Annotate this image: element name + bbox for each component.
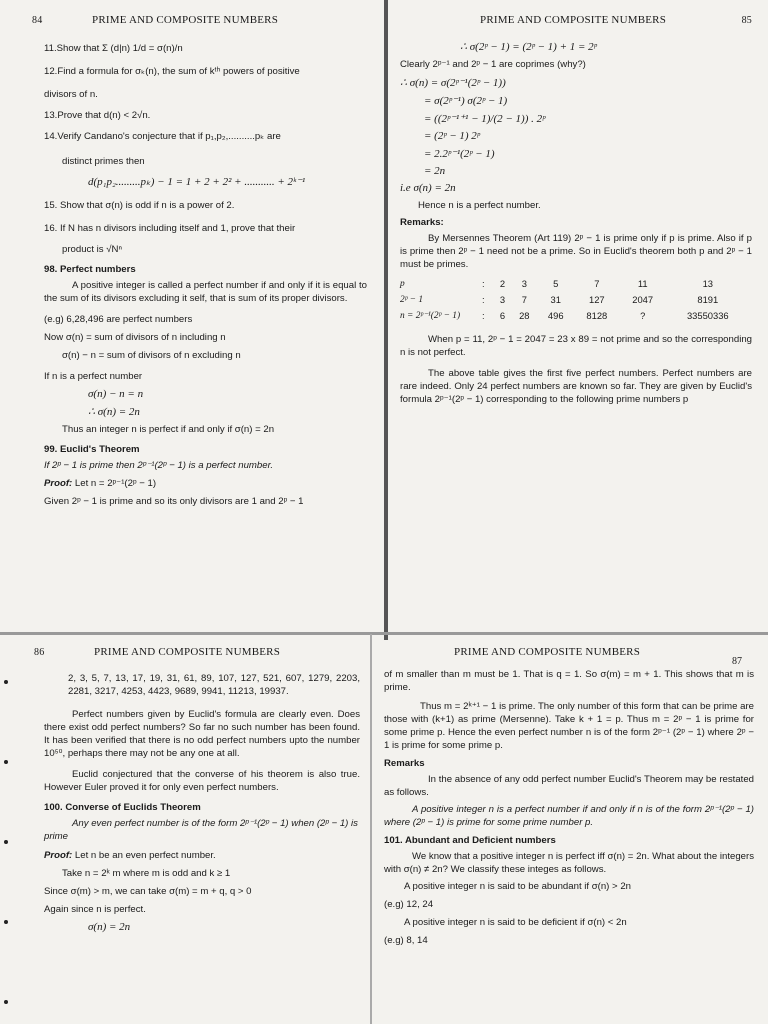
since-sigma-line: Since σ(m) > m, we can take σ(m) = m + q, q > 0 — [44, 886, 252, 897]
table-row — [400, 309, 752, 325]
table-cell: 3 — [521, 278, 527, 289]
margin-dot — [4, 680, 8, 684]
table-cell: 3 — [499, 294, 506, 305]
exercise-14-cont: distinct primes then — [62, 156, 145, 167]
sigma-excluding-line: σ(n) − n = sum of divisors of n excluding n — [62, 350, 241, 361]
table-cell: ? — [640, 310, 646, 321]
hence-perfect-line: Hence n is a perfect number. — [418, 200, 541, 211]
above-table-text: The above table gives the first five perfect numbers. Perfect numbers are rare indeed. Only 24 perfect numbers are known so far. They are given by Euclid's formula 2ᵖ⁻¹(2ᵖ − 1) corresponding to the following prime numbers p — [400, 368, 752, 405]
perfect-number-example: (e.g) 6,28,496 are perfect numbers — [44, 314, 193, 325]
table-cell: 496 — [547, 310, 564, 321]
euclid-theorem-statement: If 2ᵖ − 1 is prime then 2ᵖ⁻¹(2ᵖ − 1) is a perfect number. — [44, 460, 274, 471]
perfect-iff-line: Thus an integer n is perfect if and only if σ(n) = 2n — [62, 424, 275, 435]
table-cell: 7 — [594, 278, 600, 289]
spine-shadow — [384, 0, 388, 640]
running-title: PRIME AND COMPOSITE NUMBERS — [454, 646, 641, 658]
table-cell: 31 — [550, 294, 561, 305]
abundant-definition: A positive integer n is said to be abundant if σ(n) > 2n — [404, 881, 631, 892]
mersenne-primes-list: 2, 3, 5, 7, 13, 17, 19, 31, 61, 89, 107, 127, 521, 607, 1279, 2203, 2281, 3217, 4253, 4423, 9689, 9941, 11213, 19937. — [68, 673, 360, 697]
table-cell: 2047 — [632, 294, 654, 305]
exercise-16: 16. If N has n divisors including itself and 1, prove that their — [44, 223, 296, 234]
page-header — [34, 646, 360, 658]
table-colon: : — [482, 310, 485, 321]
if-perfect-line: If n is a perfect number — [44, 371, 143, 382]
table-colon: : — [482, 294, 485, 305]
table-row — [400, 277, 752, 293]
exercise-16-cont: product is √Nⁿ — [62, 244, 122, 255]
exercise-12-cont: divisors of n. — [44, 89, 98, 100]
running-title: PRIME AND COMPOSITE NUMBERS — [94, 646, 281, 658]
page-87 — [372, 634, 768, 1024]
table-cell: 28 — [519, 310, 530, 321]
table-cell: 5 — [553, 278, 559, 289]
page-header — [400, 14, 752, 26]
chain-step-5: = 2.2ᵖ⁻¹(2ᵖ − 1) — [424, 148, 495, 160]
perfect-equation-1: σ(n) − n = n — [88, 388, 144, 400]
exercise-15: 15. Show that σ(n) is odd if n is a power of 2. — [44, 200, 235, 211]
page-86 — [0, 634, 374, 1024]
page-number: 87 — [732, 656, 742, 667]
page-84 — [0, 0, 385, 634]
euclid-conjecture-paragraph: Euclid conjectured that the converse of his theorem is also true. However Euler proved it for only even perfect numbers. — [44, 769, 360, 793]
perfect-number-definition: A positive integer is called a perfect number if and only if it is equal to the sum of its divisors excluding it self, that is sum of its proper divisors. — [44, 280, 367, 304]
exercise-14-formula: d(p₁p₂.........pₖ) − 1 = 1 + 2 + 2² + ........... + 2ᵏ⁻¹ — [88, 176, 306, 188]
exercise-14: 14.Verify Candano's conjecture that if p₁,p₂,..........pₖ are — [44, 131, 281, 142]
margin-dot — [4, 1000, 8, 1004]
mersenne-form-text: Thus m = 2ᵏ⁺¹ − 1 is prime. The only number of this form that can be prime are those with (k+1) as prime (Mersenne). Take k + 1 = p. Thus m = 2ᵖ − 1 is prime for some prime p. Hence the even perfect number n is of the form 2ᵖ⁻¹ (2ᵖ − 1) where 2ᵖ − 1 is prime for some prime p. — [384, 701, 754, 751]
ie-line: i.e σ(n) = 2n — [400, 182, 456, 194]
when-p-11-text: When p = 11, 2ᵖ − 1 = 2047 = 23 x 89 = not prime and so the corresponding n is not perfect. — [400, 334, 752, 358]
margin-dot — [4, 920, 8, 924]
table-cell: 2 — [499, 278, 506, 289]
sigma-equation: σ(n) = 2n — [88, 921, 131, 933]
given-line: Given 2ᵖ − 1 is prime and so its only divisors are 1 and 2ᵖ − 1 — [44, 496, 304, 507]
odd-perfect-paragraph: Perfect numbers given by Euclid's formula are clearly even. Does there exist odd perfect numbers? So far no such number has been found. It has been verified that there is no odd perfect numbers upto the number 10⁵⁰, perhaps there may not be any one at all. — [44, 709, 360, 759]
exercise-list — [44, 42, 367, 256]
sigma-including-line: Now σ(n) = sum of divisors of n including n — [44, 332, 226, 343]
again-perfect-line: Again since n is perfect. — [44, 904, 146, 915]
proof-text: Let n be an even perfect number. — [74, 850, 216, 861]
exercise-11: 11.Show that Σ (d|n) 1/d = σ(n)/n — [44, 43, 183, 54]
table-cell: 11 — [637, 278, 648, 289]
take-n-line: Take n = 2ᵏ m where m is odd and k ≥ 1 — [62, 868, 231, 879]
page-header — [32, 14, 367, 26]
sigma-mersenne-equation: ∴ σ(2ᵖ − 1) = (2ᵖ − 1) + 1 = 2ᵖ — [460, 41, 597, 53]
page-seam — [0, 632, 768, 635]
exercise-13: 13.Prove that d(n) < 2√n. — [44, 110, 151, 121]
proof-label: Proof: — [44, 478, 73, 489]
table-cell: 8191 — [697, 294, 719, 305]
converse-theorem-statement: Any even perfect number is of the form 2ᵖ⁻¹(2ᵖ − 1) when (2ᵖ − 1) is prime — [44, 818, 358, 842]
deficient-example: (e.g) 8, 14 — [384, 935, 428, 946]
remarks-text: By Mersennes Theorem (Art 119) 2ᵖ − 1 is prime only if p is prime. Also if p is prime then 2ᵖ − 1 need not be a prime. So in Euclid's theorem both p and 2ᵖ − 1 must be primes. — [400, 233, 752, 270]
section-title-100: 100. Converse of Euclids Theorem — [44, 802, 201, 813]
running-title: PRIME AND COMPOSITE NUMBERS — [480, 14, 667, 26]
perfect-numbers-table — [400, 277, 752, 325]
table-cell: 33550336 — [686, 310, 729, 321]
table-cell: 6 — [499, 310, 506, 321]
lower-spine-shadow — [370, 634, 372, 1024]
table-cell: 7 — [521, 294, 527, 305]
chain-step-3: = ((2ᵖ⁻¹⁺¹ − 1)/(2 − 1)) . 2ᵖ — [424, 113, 546, 125]
proof-label: Proof: — [44, 850, 73, 861]
chain-step-2: = σ(2ᵖ⁻¹) σ(2ᵖ − 1) — [424, 95, 508, 107]
deficient-definition: A positive integer n is said to be deficient if σ(n) < 2n — [404, 917, 627, 928]
chain-step-6: = 2n — [424, 165, 446, 177]
table-row-label: n = 2ᵖ⁻¹(2ᵖ − 1) — [400, 311, 461, 321]
section-title-98: 98. Perfect numbers — [44, 264, 136, 275]
classification-intro: We know that a positive integer n is perfect iff σ(n) = 2n. What about the integers with σ(n) ≠ 2n? We classify these integes as follows. — [384, 851, 754, 875]
chain-step-4: = (2ᵖ − 1) 2ᵖ — [424, 130, 480, 142]
margin-dot — [4, 840, 8, 844]
remarks-text: In the absence of any odd perfect number Euclid's Theorem may be restated as follows. — [384, 774, 754, 798]
page-number: 86 — [34, 647, 45, 658]
restated-theorem: A positive integer n is a perfect number if and only if n is of the form 2ᵖ⁻¹(2ᵖ − 1) where (2ᵖ − 1) is prime for some prime number p. — [384, 804, 754, 828]
table-row — [400, 293, 752, 309]
running-title: PRIME AND COMPOSITE NUMBERS — [92, 14, 279, 26]
section-title-101: 101. Abundant and Deficient numbers — [384, 835, 556, 846]
margin-dot — [4, 760, 8, 764]
table-row-label: 2ᵖ − 1 — [400, 294, 424, 305]
table-colon: : — [482, 278, 485, 289]
remarks-label: Remarks: — [400, 217, 444, 228]
coprime-line: Clearly 2ᵖ⁻¹ and 2ᵖ − 1 are coprimes (why?) — [400, 59, 586, 70]
proof-text: Let n = 2ᵖ⁻¹(2ᵖ − 1) — [74, 478, 157, 489]
page-number: 84 — [32, 15, 43, 26]
table-cell: 8128 — [586, 310, 608, 321]
page-number: 85 — [741, 15, 752, 26]
perfect-equation-2: ∴ σ(n) = 2n — [88, 406, 140, 418]
abundant-example: (e.g) 12, 24 — [384, 899, 434, 910]
remarks-label: Remarks — [384, 758, 425, 769]
m-prime-text: of m smaller than m must be 1. That is q = 1. So σ(m) = m + 1. This shows that m is prime. — [384, 669, 754, 693]
page-85 — [388, 0, 768, 634]
table-cell: 127 — [588, 294, 605, 305]
theorem-title-99: 99. Euclid's Theorem — [44, 444, 140, 455]
page-header — [384, 646, 754, 658]
exercise-12: 12.Find a formula for σₖ(n), the sum of kᵗʰ powers of positive — [44, 66, 300, 77]
table-cell: 13 — [702, 278, 714, 289]
table-row-label: p — [400, 278, 405, 289]
chain-step-1: ∴ σ(n) = σ(2ᵖ⁻¹(2ᵖ − 1)) — [400, 77, 506, 89]
